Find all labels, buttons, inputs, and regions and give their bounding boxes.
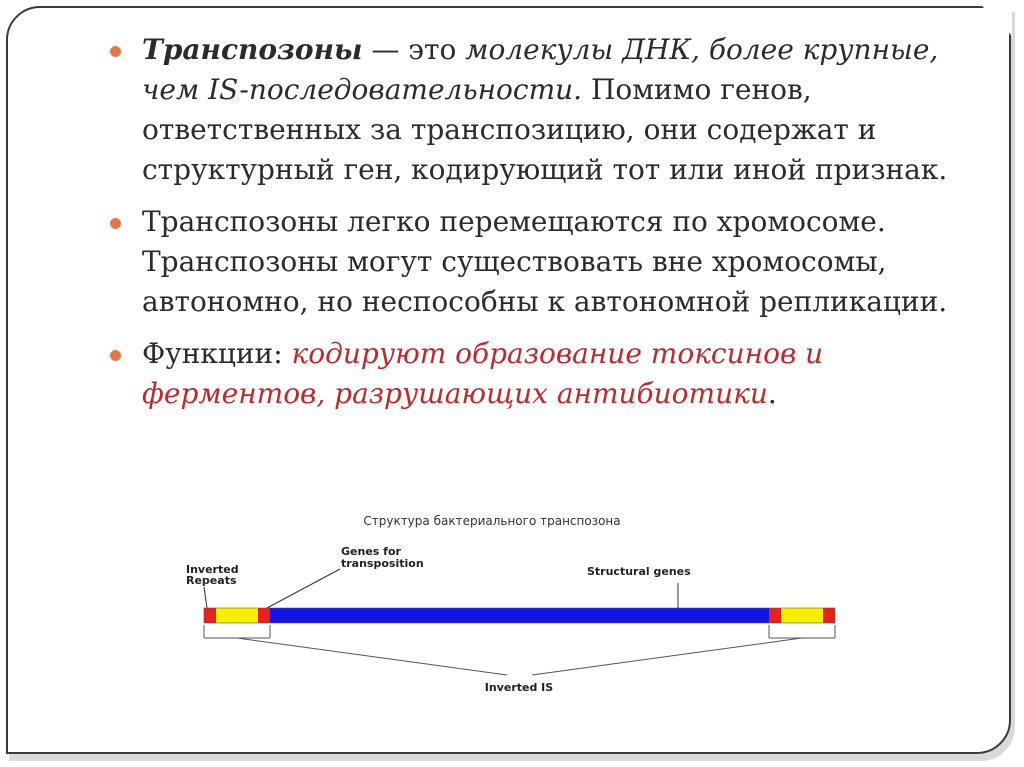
label-genes-line2: transposition bbox=[341, 557, 424, 570]
functions-end: . bbox=[767, 377, 777, 410]
page-curl bbox=[982, 6, 1012, 36]
structural-genes-segment bbox=[270, 608, 769, 623]
slide-content bbox=[110, 30, 950, 426]
bracket-left-pointer bbox=[237, 638, 507, 675]
definition-rest: Помимо генов, ответственных за транспозицию, они содержат и структурный ген, кодирующий тот или иной признак. bbox=[142, 73, 948, 186]
right-inner-inverted-repeat bbox=[769, 608, 781, 623]
bullet-transposons-definition bbox=[110, 30, 950, 190]
bullet-dot bbox=[110, 350, 121, 361]
diagram-title: Структура бактериального транспозона bbox=[363, 514, 621, 528]
italic-definition: молекулы ДНК, более крупные, чем IS-последовательности. bbox=[142, 33, 939, 106]
transposon-structure-figure bbox=[82, 503, 974, 751]
right-transposition-genes bbox=[781, 608, 823, 623]
bullet-mobility bbox=[110, 202, 950, 322]
bullet-dot bbox=[110, 218, 121, 229]
bullet-functions bbox=[110, 334, 950, 414]
functions-label: Функции: bbox=[142, 337, 292, 370]
bullet-dot bbox=[110, 46, 121, 57]
label-genes-line1: Genes for bbox=[341, 545, 401, 558]
bracket-right-pointer bbox=[532, 638, 802, 675]
functions-red-text: кодируют образование токсинов и ферментов, разрушающих антибиотики bbox=[142, 337, 824, 410]
mobility-text: Транспозоны легко перемещаются по хромосоме. Транспозоны могут существовать вне хромосомы, автономно, но неспособны к автономной репликации. bbox=[142, 205, 948, 318]
left-outer-inverted-repeat bbox=[204, 608, 216, 623]
label-structural-genes: Structural genes bbox=[587, 565, 691, 578]
right-outer-inverted-repeat bbox=[823, 608, 835, 623]
left-inner-inverted-repeat bbox=[258, 608, 270, 623]
pointer-genes-for-transposition bbox=[267, 569, 340, 608]
label-inverted-repeats-line2: Repeats bbox=[186, 574, 237, 587]
transposon-diagram bbox=[82, 503, 974, 751]
label-inverted-repeats-line1: Inverted bbox=[186, 563, 239, 576]
left-transposition-genes bbox=[216, 608, 258, 623]
label-inverted-is: Inverted IS bbox=[484, 681, 554, 694]
term-transposons: Транспозоны bbox=[142, 33, 363, 66]
definition-dash: — это bbox=[362, 33, 466, 66]
pointer-inverted-repeats bbox=[204, 587, 207, 608]
